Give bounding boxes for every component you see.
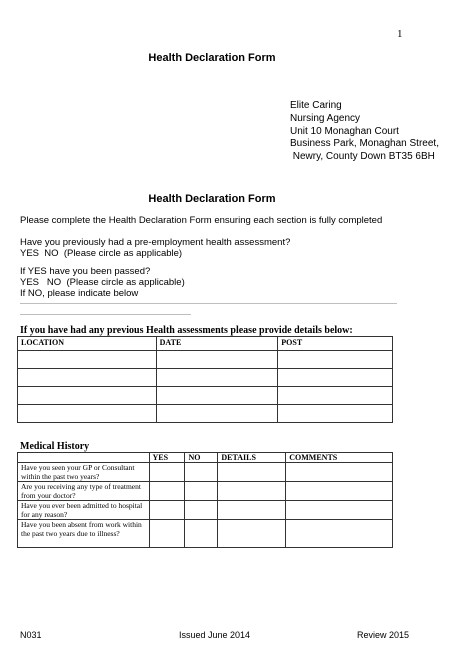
medical-history-table	[17, 452, 393, 548]
answer-line[interactable]	[20, 314, 191, 315]
medical-question: Have you been absent from work within the past two years due to illness?	[18, 520, 150, 548]
post-cell[interactable]	[278, 369, 393, 387]
comments-cell[interactable]	[286, 520, 393, 548]
comments-cell[interactable]	[286, 501, 393, 520]
footer-document-code: N031	[20, 630, 42, 640]
date-cell[interactable]	[156, 387, 278, 405]
comments-cell[interactable]	[286, 463, 393, 482]
address-line: Newry, County Down BT35 6BH	[290, 151, 435, 163]
post-cell[interactable]	[278, 405, 393, 423]
details-cell[interactable]	[218, 501, 286, 520]
column-header-details: DETAILS	[218, 453, 286, 463]
column-header-location: LOCATION	[18, 337, 157, 351]
column-header-post: POST	[278, 337, 393, 351]
table-header-row	[18, 337, 393, 351]
table-row	[18, 405, 393, 423]
column-header-comments: COMMENTS	[286, 453, 393, 463]
table-row	[18, 463, 393, 482]
table-row	[18, 520, 393, 548]
comments-cell[interactable]	[286, 482, 393, 501]
post-cell[interactable]	[278, 387, 393, 405]
details-cell[interactable]	[218, 463, 286, 482]
column-header-no: NO	[185, 453, 218, 463]
table-row	[18, 387, 393, 405]
medical-question: Have you ever been admitted to hospital for any reason?	[18, 501, 150, 520]
address-line: Elite Caring	[290, 100, 342, 111]
table-header-row	[18, 453, 393, 463]
no-cell[interactable]	[185, 463, 218, 482]
no-cell[interactable]	[185, 501, 218, 520]
details-cell[interactable]	[218, 520, 286, 548]
footer-review-date: Review 2015	[357, 630, 410, 640]
medical-question: Are you receiving any type of treatment from your doctor?	[18, 482, 150, 501]
yes-cell[interactable]	[149, 501, 185, 520]
question-passed: If YES have you been passed?	[20, 266, 151, 277]
yes-cell[interactable]	[149, 463, 185, 482]
form-title: Health Declaration Form	[148, 193, 276, 205]
date-cell[interactable]	[156, 405, 278, 423]
address-line: Nursing Agency	[290, 112, 361, 124]
company-address	[290, 100, 439, 164]
column-header-question	[18, 453, 150, 463]
question-prior-assessment: Have you previously had a pre-employment health assessment?	[20, 237, 291, 248]
date-cell[interactable]	[156, 369, 278, 387]
location-cell[interactable]	[18, 351, 157, 369]
post-cell[interactable]	[278, 351, 393, 369]
medical-question: Have you seen your GP or Consultant within the past two years?	[18, 463, 150, 482]
footer-issued-date: Issued June 2014	[179, 630, 251, 640]
details-cell[interactable]	[218, 482, 286, 501]
address-line: Business Park, Monaghan Street,	[290, 138, 439, 150]
table-row	[18, 482, 393, 501]
medical-history-heading: Medical History	[20, 441, 90, 452]
date-cell[interactable]	[156, 351, 278, 369]
no-cell[interactable]	[185, 482, 218, 501]
table-row	[18, 351, 393, 369]
no-cell[interactable]	[185, 520, 218, 548]
previous-assessments-table	[17, 336, 393, 423]
table-row	[18, 369, 393, 387]
location-cell[interactable]	[18, 405, 157, 423]
table-row	[18, 501, 393, 520]
column-header-date: DATE	[156, 337, 278, 351]
previous-assessments-heading: If you have had any previous Health assessments please provide details below:	[20, 325, 353, 336]
yes-cell[interactable]	[149, 482, 185, 501]
question-passed-options[interactable]: YES NO (Please circle as applicable)	[20, 277, 185, 288]
page-number: 1	[397, 28, 403, 40]
column-header-yes: YES	[149, 453, 185, 463]
if-no-instruction: If NO, please indicate below	[20, 288, 139, 299]
yes-cell[interactable]	[149, 520, 185, 548]
answer-line[interactable]	[20, 303, 397, 304]
question-prior-assessment-options[interactable]: YES NO (Please circle as applicable)	[20, 248, 183, 259]
location-cell[interactable]	[18, 369, 157, 387]
page-title: Health Declaration Form	[148, 52, 276, 64]
address-line: Unit 10 Monaghan Court	[290, 125, 399, 137]
location-cell[interactable]	[18, 387, 157, 405]
intro-text: Please complete the Health Declaration Form ensuring each section is fully completed	[20, 215, 383, 226]
